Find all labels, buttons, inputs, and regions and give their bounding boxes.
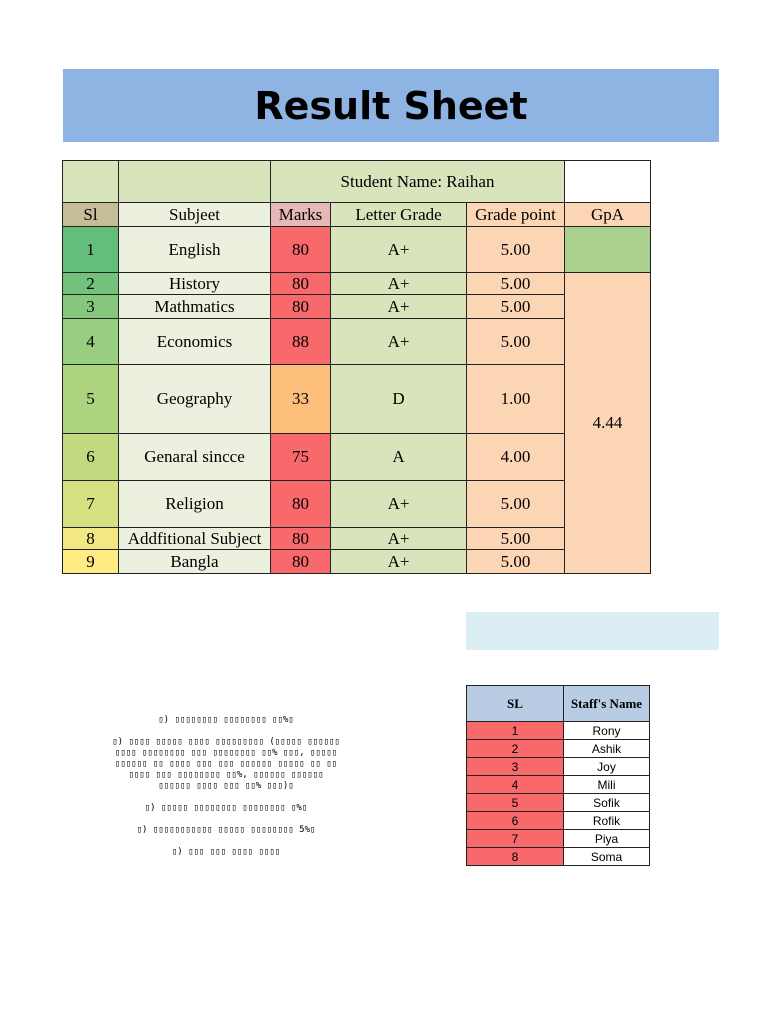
staff-row [467,848,650,866]
sl-cell: 9 [63,550,119,574]
header-gpa: GpA [565,203,651,227]
note-item: ▯) ▯▯▯▯ ▯▯▯▯▯ ▯▯▯▯ ▯▯▯▯▯▯▯▯▯ (▯▯▯▯▯ ▯▯▯▯▯▯ ▯▯▯▯ ▯▯▯▯▯▯▯▯ ▯▯▯ ▯▯▯▯▯▯▯▯ ▯▯% ▯▯▯, ▯▯▯▯▯ ▯▯▯▯▯▯ ▯▯ ▯▯▯▯ ▯▯▯ ▯▯▯ ▯▯▯▯▯▯ ▯▯▯▯▯ ▯▯ ▯▯ ▯▯▯▯ ▯▯▯ ▯▯▯▯▯▯▯▯ ▯▯%, ▯▯▯▯▯▯ ▯▯▯▯▯▯ ▯▯▯▯▯▯ ▯▯▯▯ ▯▯▯ ▯▯% ▯▯▯)▯ [112,737,340,791]
staff-name-cell: Ashik [564,740,650,758]
marks-cell: 80 [271,295,331,319]
staff-row [467,812,650,830]
staff-row [467,758,650,776]
marks-cell: 88 [271,319,331,365]
letter-grade-cell: A+ [331,528,467,550]
staff-name-cell: Mili [564,776,650,794]
table-row [63,273,651,295]
subject-cell: Bangla [119,550,271,574]
grade-point-cell: 5.00 [467,227,565,273]
table-row [63,319,651,365]
staff-name-cell: Rofik [564,812,650,830]
table-row [63,481,651,528]
blank-cell [63,161,119,203]
staff-sl-cell: 6 [467,812,564,830]
grade-point-cell: 1.00 [467,365,565,434]
marks-cell: 75 [271,434,331,481]
letter-grade-cell: A [331,434,467,481]
grade-point-cell: 4.00 [467,434,565,481]
grade-point-cell: 5.00 [467,273,565,295]
table-row [63,550,651,574]
sl-cell: 8 [63,528,119,550]
staff-sl-cell: 1 [467,722,564,740]
note-item: ▯) ▯▯▯▯▯▯▯▯▯▯▯ ▯▯▯▯▯ ▯▯▯▯▯▯▯▯ 5%▯ [136,825,316,835]
staff-name-cell: Rony [564,722,650,740]
gpa-value: 4.44 [565,273,651,574]
staff-sl-cell: 7 [467,830,564,848]
sl-cell: 4 [63,319,119,365]
grade-point-cell: 5.00 [467,550,565,574]
letter-grade-cell: A+ [331,481,467,528]
staff-sl-cell: 3 [467,758,564,776]
header-grade-point: Grade point [467,203,565,227]
header-marks: Marks [271,203,331,227]
marks-cell: 80 [271,550,331,574]
student-name: Student Name: Raihan [271,161,565,203]
staff-row [467,830,650,848]
staff-row [467,794,650,812]
subject-cell: Economics [119,319,271,365]
staff-sl-cell: 5 [467,794,564,812]
staff-name-cell: Piya [564,830,650,848]
subject-cell: Genaral sincce [119,434,271,481]
sl-cell: 1 [63,227,119,273]
info-box [466,612,719,650]
staff-name-cell: Sofik [564,794,650,812]
letter-grade-cell: A+ [331,227,467,273]
staff-header-name: Staff's Name [564,686,650,722]
sl-cell: 7 [63,481,119,528]
letter-grade-cell: A+ [331,550,467,574]
table-row [63,434,651,481]
table-row [63,227,651,273]
subject-cell: Religion [119,481,271,528]
grade-point-cell: 5.00 [467,481,565,528]
subject-cell: Geography [119,365,271,434]
table-row [63,365,651,434]
note-item: ▯) ▯▯▯▯▯▯▯▯ ▯▯▯▯▯▯▯▯ ▯▯%▯ [158,715,294,725]
sl-cell: 6 [63,434,119,481]
staff-sl-cell: 2 [467,740,564,758]
marks-cell: 80 [271,273,331,295]
staff-name-cell: Soma [564,848,650,866]
header-sl: Sl [63,203,119,227]
staff-header-row [467,686,650,722]
letter-grade-cell: D [331,365,467,434]
student-row [63,161,651,203]
subject-cell: Mathmatics [119,295,271,319]
staff-sl-cell: 8 [467,848,564,866]
staff-sl-cell: 4 [467,776,564,794]
staff-row [467,740,650,758]
marks-cell: 80 [271,227,331,273]
header-row [63,203,651,227]
subject-cell: English [119,227,271,273]
header-letter-grade: Letter Grade [331,203,467,227]
sl-cell: 5 [63,365,119,434]
grade-point-cell: 5.00 [467,528,565,550]
letter-grade-cell: A+ [331,295,467,319]
sl-cell: 3 [63,295,119,319]
subject-cell: Addfitional Subject [119,528,271,550]
marks-cell: 33 [271,365,331,434]
marks-cell: 80 [271,528,331,550]
header-subject: Subjeet [119,203,271,227]
table-row [63,528,651,550]
note-item: ▯) ▯▯▯▯▯ ▯▯▯▯▯▯▯▯ ▯▯▯▯▯▯▯▯ ▯%▯ [144,803,308,813]
staff-name-cell: Joy [564,758,650,776]
staff-header-sl: SL [467,686,564,722]
blank-cell [119,161,271,203]
marks-cell: 80 [271,481,331,528]
staff-row [467,776,650,794]
page-title: Result Sheet [254,83,528,128]
staff-table [466,685,650,866]
grade-point-cell: 5.00 [467,295,565,319]
staff-row [467,722,650,740]
letter-grade-cell: A+ [331,273,467,295]
note-item: ▯) ▯▯▯ ▯▯▯ ▯▯▯▯ ▯▯▯▯ [171,847,281,857]
gpa-top-cell [565,227,651,273]
table-row [63,295,651,319]
blank-cell [565,161,651,203]
result-table [62,160,651,574]
grade-point-cell: 5.00 [467,319,565,365]
subject-cell: History [119,273,271,295]
title-banner [63,69,719,142]
notes-block [112,715,340,869]
sl-cell: 2 [63,273,119,295]
letter-grade-cell: A+ [331,319,467,365]
